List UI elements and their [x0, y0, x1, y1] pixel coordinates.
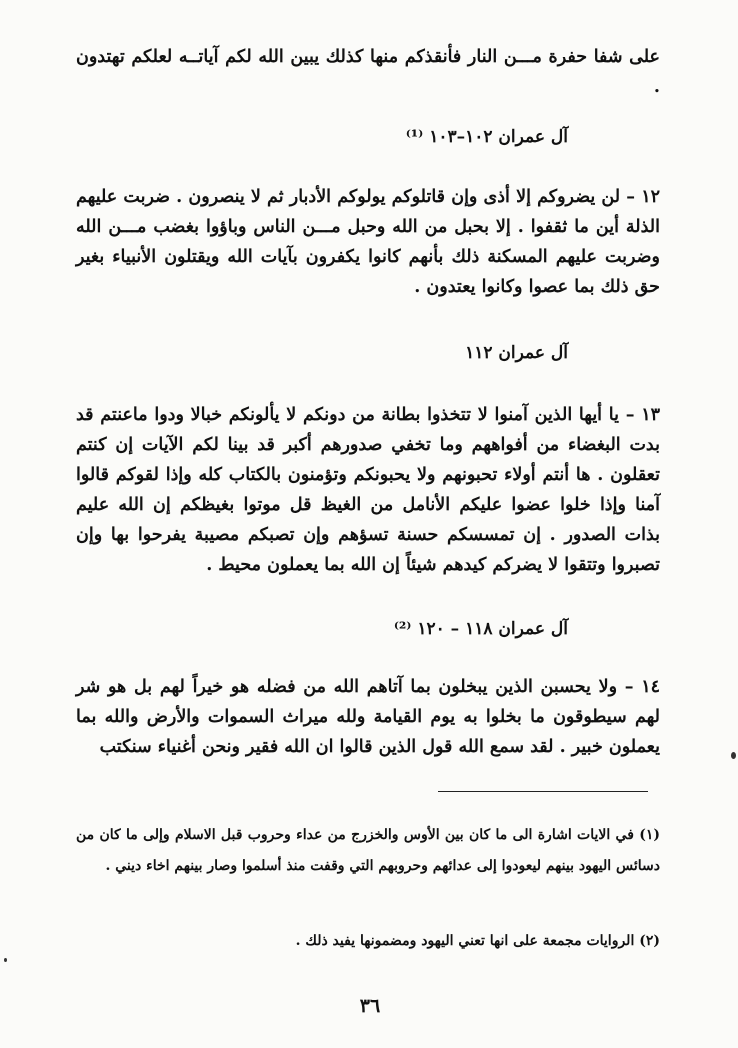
verse-reference-2: آل عمران ١١٢ [465, 343, 568, 363]
verse-reference-3: آل عمران ١١٨ – ١٢٠ ⁽²⁾ [393, 619, 568, 639]
paragraph-intro: على شفا حفرة مـــن النار فأنقذكم منها كذلك يبين الله لكم آياتــه لعلكم تهتدون . [76, 47, 660, 97]
scan-mark [731, 752, 736, 759]
scan-mark [4, 958, 7, 962]
paragraph-14: ١٤ – ولا يحسبن الذين يبخلون بما آتاهم الله من فضله هو خيراً لهم بل هو شر لهم سيطوقون ما بخلوا به يوم القيامة ولله ميراث السموات والأرض والله بما يعملون خبير . لقد سمع الله قول الذين قالوا ان الله فقير ونحن أغنياء سنكتب [76, 677, 660, 757]
paragraph-13: ١٣ – يا أيها الذين آمنوا لا تتخذوا بطانة من دونكم لا يألونكم خبالا ودوا ماعنتم قد بدت البغضاء من أفواههم وما تخفي صدورهم أكبر قد بينا لكم الآيات إن كنتم تعقلون . ها أنتم أولاء تحبونهم ولا يحبونكم وتؤمنون بالكتاب كله وإذا لقوكم قالوا آمنا وإذا خلوا عضوا عليكم الأنامل من الغيظ قل موتوا بغيظكم إن الله عليم بذات الصدور . إن تمسسكم حسنة تسؤهم وإن تصبكم مصيبة يفرحوا بها وإن تصبروا وتتقوا لا يضركم كيدهم شيئاً إن الله بما يعملون محيط . [76, 405, 660, 575]
footnote-2: (٢) الروايات مجمعة على انها تعني اليهود ومضمونها يفيد ذلك . [295, 933, 660, 949]
footnote-1: (١) في الايات اشارة الى ما كان بين الأوس والخزرج من عداء وحروب قبل الاسلام وإلى ما كان من دسائس اليهود بينهم ليعودوا إلى عدائهم وحروبهم التي وقفت منذ أسلموا وصار بينهم اخاء ديني . [76, 827, 660, 874]
page-number: ٣٦ [359, 995, 381, 1017]
verse-reference-1: آل عمران ١٠٢–١٠٣ ⁽¹⁾ [405, 127, 568, 147]
paragraph-12: ١٢ – لن يضروكم إلا أذى وإن قاتلوكم يولوكم الأدبار ثم لا ينصرون . ضربت عليهم الذلة أين ما ثقفوا . إلا بحبل من الله وحبل مـــن الناس وباؤوا بغضب مـــن الله وضربت عليهم المسكنة ذلك بأنهم كانوا يكفرون بآيات الله ويقتلون الأنبياء بغير حق ذلك بما عصوا وكانوا يعتدون . [76, 187, 660, 297]
footnote-divider [438, 791, 648, 792]
